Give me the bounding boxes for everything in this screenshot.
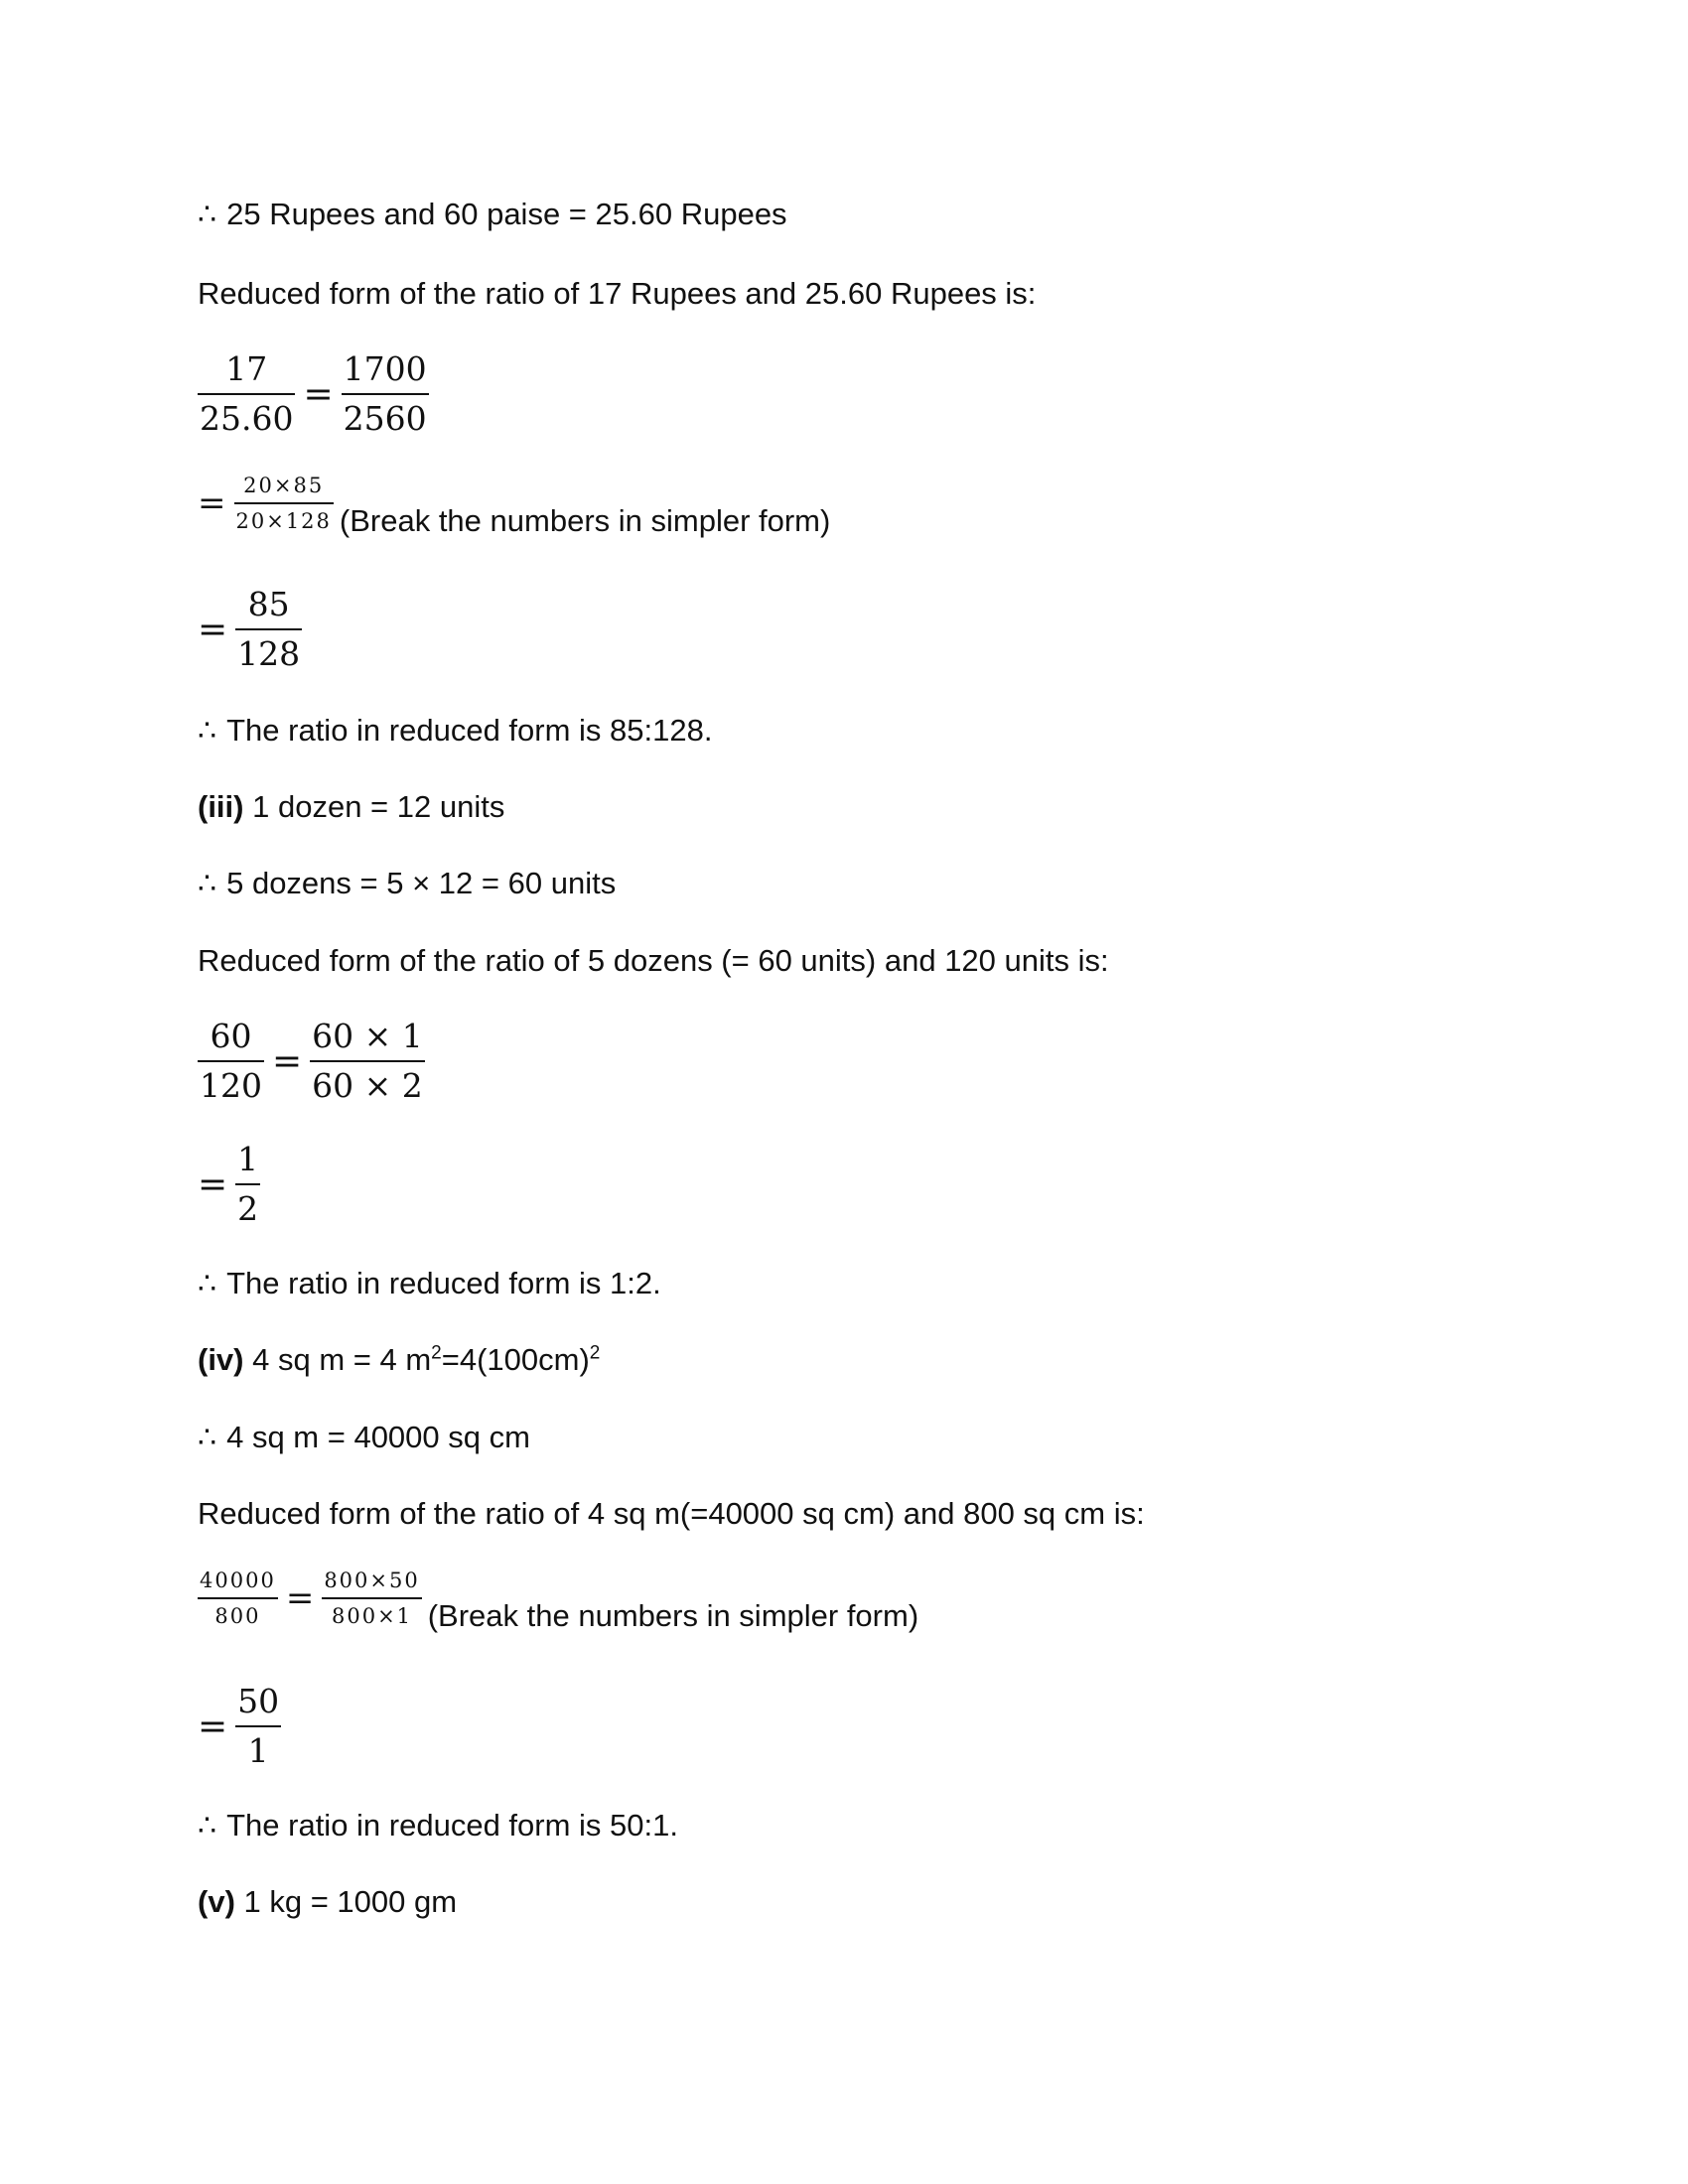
numerator: 40000: [200, 1569, 276, 1592]
fraction: [322, 1564, 421, 1633]
equals-sign: =: [285, 1578, 315, 1618]
fraction: [198, 345, 295, 443]
numerator: 85: [247, 585, 290, 623]
conclusion-85-128: [198, 711, 712, 751]
numerator: 20×85: [243, 474, 325, 497]
line-text: =4(100cm): [441, 1342, 590, 1377]
denominator: 2: [237, 1189, 259, 1228]
denominator: 128: [237, 634, 301, 673]
fraction: [198, 1564, 278, 1633]
part-iii-heading: [198, 787, 504, 827]
numerator: 1: [237, 1140, 259, 1178]
numerator: 1700: [343, 349, 427, 388]
denominator: 25.60: [200, 399, 294, 438]
line-text: 4 sq m = 40000 sq cm: [226, 1420, 530, 1454]
explanatory-note: (Break the numbers in simpler form): [427, 1598, 919, 1633]
fraction: [235, 1678, 281, 1775]
line-text: The ratio in reduced form is 85:128.: [226, 713, 713, 748]
fraction-equation-50-over-1: [198, 1678, 281, 1775]
fraction-equation-85-over-128: [198, 581, 302, 678]
superscript: 2: [589, 1342, 601, 1364]
line-text: Reduced form of the ratio of 4 sq m(=40000 sq cm) and 800 sq cm is:: [198, 1496, 1145, 1531]
numerator: 50: [237, 1682, 280, 1720]
fraction-equation-40000-over-800: [198, 1564, 918, 1633]
line-text: The ratio in reduced form is 50:1.: [226, 1808, 678, 1843]
therefore-symbol: ∴: [198, 715, 217, 748]
equals-sign: =: [198, 1163, 228, 1205]
numerator: 800×50: [324, 1569, 420, 1592]
fraction: [234, 469, 334, 538]
fraction-equation-60-over-120: [198, 1013, 425, 1110]
numerator: 17: [225, 349, 268, 388]
conclusion-1-2: [198, 1264, 661, 1304]
equals-sign: =: [303, 373, 334, 415]
conversion-dozens-line: [198, 864, 616, 904]
ratio-intro-dozens: [198, 941, 1109, 981]
fraction-equation-20x85: [198, 469, 830, 538]
denominator: 800×1: [331, 1604, 413, 1628]
fraction-equation-1-over-2: [198, 1136, 260, 1233]
line-text: 5 dozens = 5 × 12 = 60 units: [226, 866, 617, 900]
denominator: 2560: [343, 399, 427, 438]
line-text: Reduced form of the ratio of 17 Rupees and 25.60 Rupees is:: [198, 276, 1037, 311]
fraction-equation-17-over-25-60: [198, 345, 429, 443]
equals-sign: =: [198, 483, 226, 523]
conclusion-50-1: [198, 1806, 678, 1846]
part-label: (iii): [198, 789, 244, 824]
line-text: 1 dozen = 12 units: [243, 789, 505, 824]
denominator: 800: [214, 1604, 261, 1628]
numerator: 60 × 1: [312, 1017, 423, 1055]
denominator: 60 × 2: [312, 1066, 423, 1105]
explanatory-note: (Break the numbers in simpler form): [339, 503, 831, 538]
ratio-intro-rupees: [198, 274, 1036, 314]
fraction: [235, 581, 302, 678]
line-text: The ratio in reduced form is 1:2.: [226, 1266, 661, 1300]
equals-sign: =: [198, 609, 228, 650]
equals-sign: =: [272, 1040, 303, 1082]
equals-sign: =: [198, 1706, 228, 1747]
denominator: 20×128: [235, 509, 332, 533]
therefore-symbol: ∴: [198, 199, 217, 231]
numerator: 60: [210, 1017, 252, 1055]
therefore-symbol: ∴: [198, 1268, 217, 1300]
denominator: 1: [247, 1731, 269, 1770]
therefore-symbol: ∴: [198, 1422, 217, 1454]
line-text: 25 Rupees and 60 paise = 25.60 Rupees: [226, 197, 787, 231]
part-label: (iv): [198, 1342, 244, 1377]
fraction: [235, 1136, 260, 1233]
line-text: 1 kg = 1000 gm: [234, 1884, 458, 1919]
fraction: [310, 1013, 425, 1110]
part-label: (v): [198, 1884, 235, 1919]
line-text: Reduced form of the ratio of 5 dozens (= 60 units) and 120 units is:: [198, 943, 1109, 978]
part-iv-heading: [198, 1340, 600, 1380]
therefore-symbol: ∴: [198, 1810, 217, 1843]
part-v-heading: [198, 1882, 457, 1922]
fraction: [198, 1013, 264, 1110]
therefore-symbol: ∴: [198, 868, 217, 900]
fraction: [342, 345, 429, 443]
line-text: 4 sq m = 4 m: [243, 1342, 432, 1377]
denominator: 120: [200, 1066, 262, 1105]
conversion-sqm-line: [198, 1418, 530, 1458]
superscript: 2: [431, 1342, 442, 1364]
ratio-intro-sqm: [198, 1494, 1145, 1534]
conversion-rupees-line: [198, 195, 787, 235]
